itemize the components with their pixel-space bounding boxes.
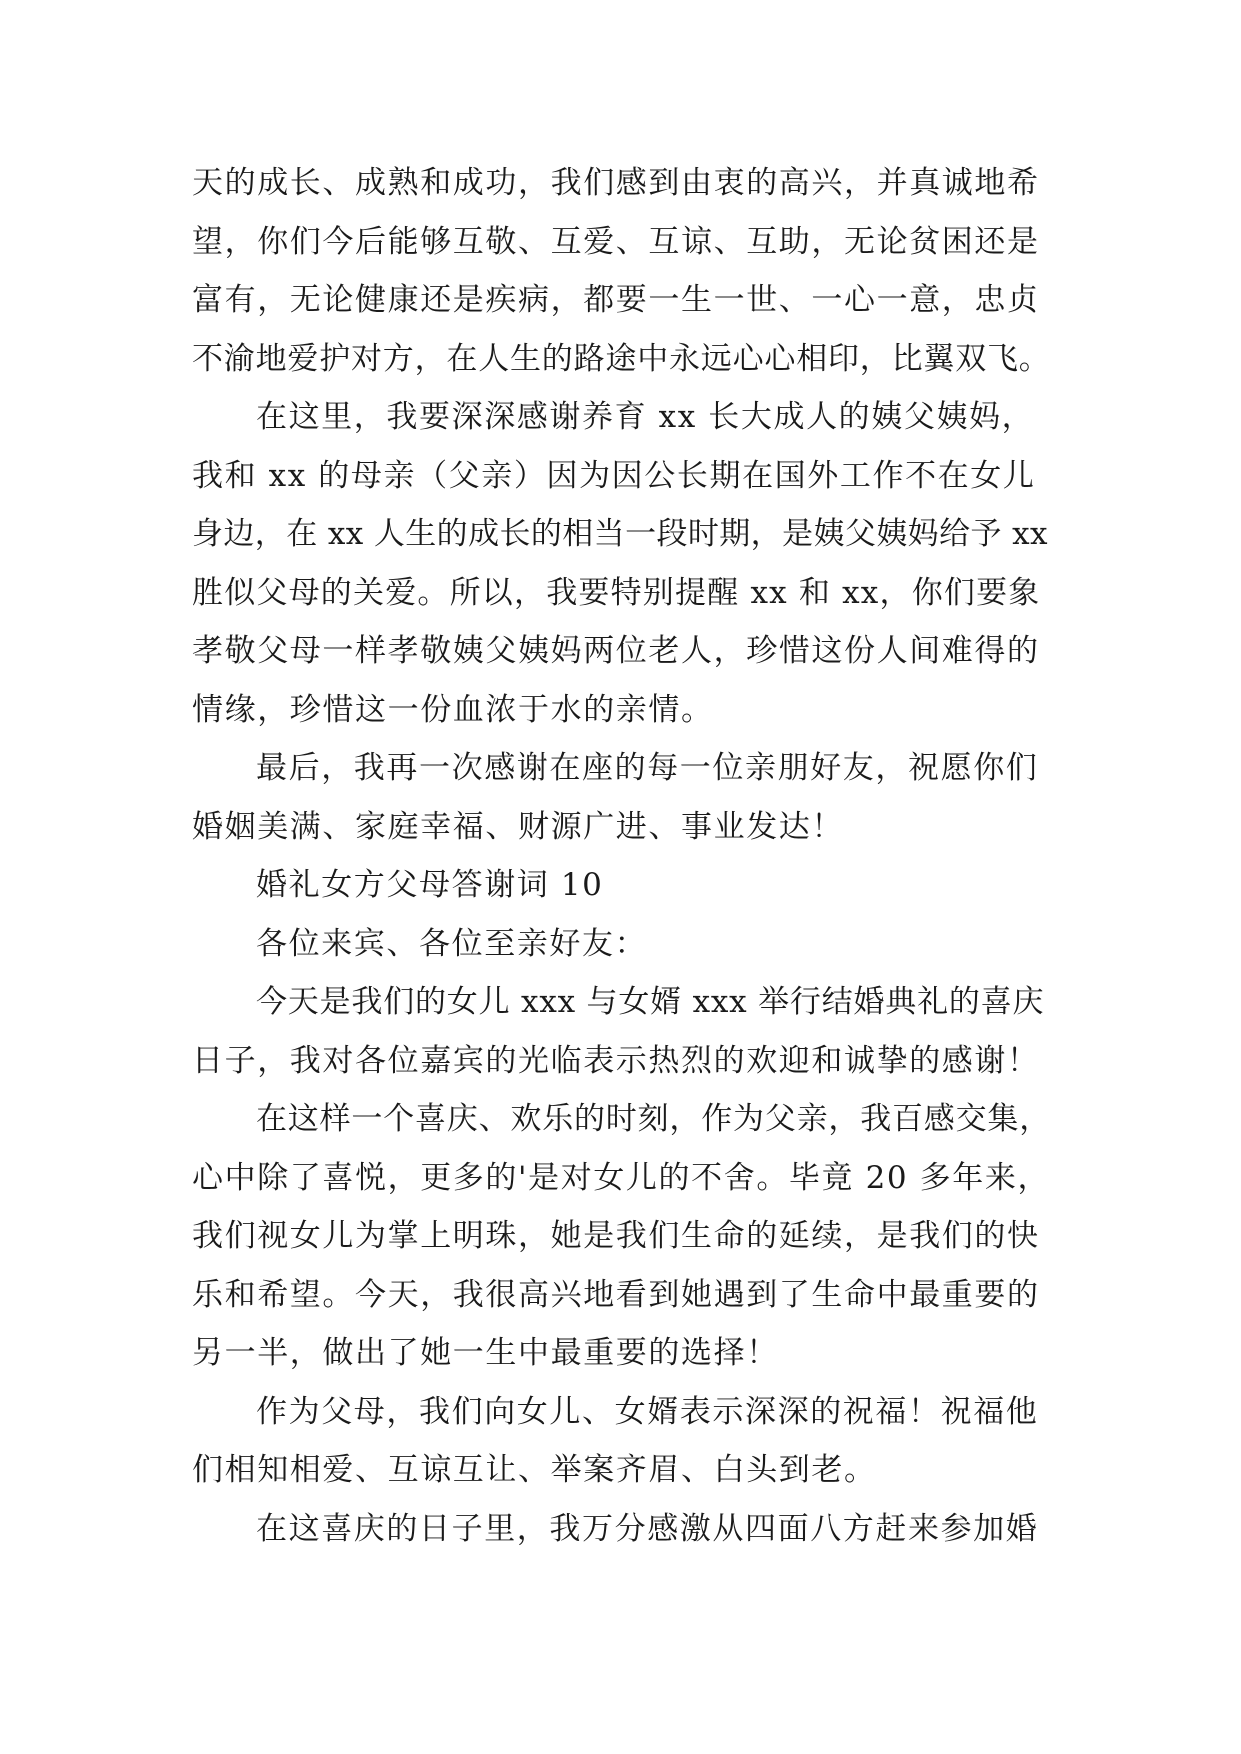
text-line: 在这里，我要深深感谢养育 xx 长大成人的姨父姨妈， <box>256 399 1035 435</box>
text-line: 在这样一个喜庆、欢乐的时刻，作为父亲，我百感交集， <box>256 1101 1051 1137</box>
text-line: 不渝地爱护对方，在人生的路途中永远心心相印，比翼双飞。 <box>192 340 1051 377</box>
section-heading: 婚礼女方父母答谢词 10 <box>256 867 604 903</box>
text-line: 身边，在 xx 人生的成长的相当一段时期，是姨父姨妈给予 xx <box>192 516 1048 552</box>
text-line: 天的成长、成熟和成功，我们感到由衷的高兴，并真诚地希 <box>192 165 1040 201</box>
text-line: 作为父母，我们向女儿、女婿表示深深的祝福！祝福他 <box>256 1393 1039 1430</box>
text-line: 今天是我们的女儿 xxx 与女婿 xxx 举行结婚典礼的喜庆 <box>256 984 1045 1020</box>
text-line: 在这喜庆的日子里，我万分感激从四面八方赶来参加婚 <box>256 1510 1039 1547</box>
text-line: 富有，无论健康还是疾病，都要一生一世、一心一意，忠贞 <box>192 282 1040 318</box>
text-line: 心中除了喜悦，更多的'是对女儿的不舍。毕竟 20 多年来， <box>192 1159 1051 1196</box>
text-line: 望，你们今后能够互敬、互爱、互谅、互助，无论贫困还是 <box>192 223 1040 260</box>
text-line: 我们视女儿为掌上明珠，她是我们生命的延续，是我们的快 <box>192 1218 1040 1254</box>
text-line: 胜似父母的关爱。所以，我要特别提醒 xx 和 xx，你们要象 <box>192 574 1041 611</box>
text-line: 孝敬父母一样孝敬姨父姨妈两位老人，珍惜这份人间难得的 <box>192 633 1040 669</box>
text-line: 乐和希望。今天，我很高兴地看到她遇到了生命中最重要的 <box>192 1276 1040 1313</box>
text-line: 另一半，做出了她一生中最重要的选择！ <box>192 1335 779 1371</box>
salutation: 各位来宾、各位至亲好友： <box>256 925 648 962</box>
text-line: 情缘，珍惜这一份血浓于水的亲情。 <box>192 691 714 728</box>
text-line: 婚姻美满、家庭幸福、财源广进、事业发达！ <box>192 808 844 845</box>
text-line: 最后，我再一次感谢在座的每一位亲朋好友，祝愿你们 <box>256 750 1039 786</box>
text-line: 日子，我对各位嘉宾的光临表示热烈的欢迎和诚挚的感谢！ <box>192 1042 1040 1079</box>
text-line: 们相知相爱、互谅互让、举案齐眉、白头到老。 <box>192 1452 877 1488</box>
text-line: 我和 xx 的母亲（父亲）因为因公长期在国外工作不在女儿 <box>192 457 1036 494</box>
document-body <box>192 154 1052 1558</box>
